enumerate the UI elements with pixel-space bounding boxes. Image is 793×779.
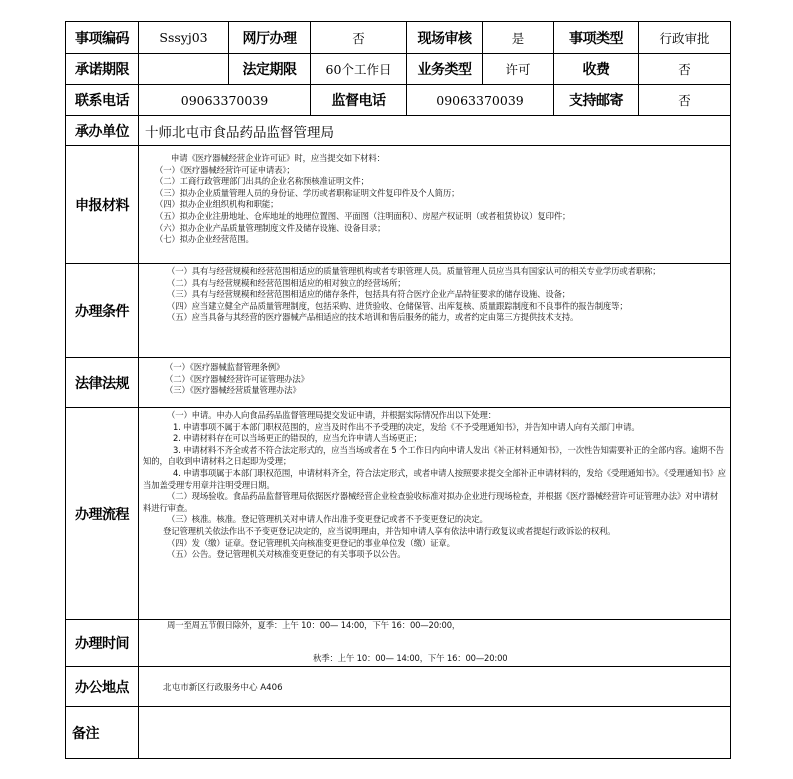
location-label: 办公地点 xyxy=(66,667,139,707)
laws-content xyxy=(139,358,731,408)
process-item: 4. 申请事项属于本部门职权范围，申请材料齐全，符合法定形式，或者申请人按照要求提交全部补正申请材料的，发给《受理通知书》。《受理通知书》应当加盖受理专用章并注明受理日期。 xyxy=(143,467,726,490)
row-item-code xyxy=(66,22,731,54)
remarks-label: 备注 xyxy=(66,707,139,759)
hours-summer: 周一至周五节假日除外，夏季：上午 10：00— 14:00，下午 16：00—20:00， xyxy=(167,620,461,630)
legal-label: 法定期限 xyxy=(229,54,311,85)
row-phone xyxy=(66,85,731,116)
row-laws xyxy=(66,358,731,408)
materials-label: 申报材料 xyxy=(66,146,139,264)
laws-label: 法律法规 xyxy=(66,358,139,408)
condition-item: （二）具有与经营规模和经营范围相适应的相对独立的经营场所； xyxy=(167,277,406,288)
process-item: 3. 申请材料不齐全或者不符合法定形式的，应当当场或者在 5 个工作日内向申请人发出《补正材料通知书》，一次性告知需要补正的全部内容。逾期不告知的，自收到申请材料之日起即为受理； xyxy=(143,444,724,467)
legal-value: 60个工作日 xyxy=(311,54,407,85)
process-item: （三）核准。核准。登记管理机关对申请人作出准予变更登记或者不予变更登记的决定。 xyxy=(167,514,488,525)
condition-item: （一）具有与经营规模和经营范围相适应的质量管理机构或者专职管理人员。质量管理人员应当具有国家认可的相关专业学历或者职称； xyxy=(167,266,661,276)
row-location xyxy=(66,667,731,707)
materials-line: （六）拟办企业产品质量管理制度文件及储存设施、设备目录； xyxy=(155,222,386,233)
item-type-value: 行政审批 xyxy=(639,22,731,54)
condition-item: （四）应当建立健全产品质量管理制度，包括采购、进货验收、仓储保管、出库复核、质量跟踪制度和不良事件的报告制度等； xyxy=(167,300,628,311)
item-type-label: 事项类型 xyxy=(554,22,639,54)
process-item: 1. 申请事项不属于本部门职权范围的，应当及时作出不予受理的决定，发给《不予受理通知书》，并告知申请人向有关部门申请。 xyxy=(173,421,640,432)
biz-type-label: 业务类型 xyxy=(407,54,483,85)
promise-label: 承诺期限 xyxy=(66,54,139,85)
materials-line: （四）拟办企业组织机构和职能； xyxy=(155,199,279,210)
onsite-value: 是 xyxy=(483,22,554,54)
item-code-label: 事项编码 xyxy=(66,22,139,54)
supervise-value: 09063370039 xyxy=(407,85,554,116)
process-content xyxy=(139,408,731,620)
process-item: 2. 申请材料存在可以当场更正的错误的，应当允许申请人当场更正； xyxy=(173,433,422,444)
item-code-value: Sssyj03 xyxy=(139,22,229,54)
online-label: 网厅办理 xyxy=(229,22,311,54)
process-label: 办理流程 xyxy=(66,408,139,620)
law-line: （二）《医疗器械经营许可证管理办法》 xyxy=(165,373,309,384)
materials-line: （三）拟办企业质量管理人员的身份证、学历或者职称证明文件复印件及个人简历； xyxy=(155,187,460,198)
item-info-table xyxy=(65,21,731,759)
conditions-label: 办理条件 xyxy=(66,264,139,358)
hours-autumn: 秋季：上午 10：00— 14:00，下午 16：00—20:00 xyxy=(313,652,508,663)
row-process xyxy=(66,408,731,620)
materials-line: （五）拟办企业注册地址、仓库地址的地理位置图、平面图（注明面积）、房屋产权证明（或者租赁协议）复印件； xyxy=(155,210,571,221)
materials-line: 申请《医疗器械经营企业许可证》时，应当提交如下材料： xyxy=(171,153,385,163)
materials-line: （二）工商行政管理部门出具的企业名称预核准证明文件； xyxy=(155,176,369,187)
biz-type-value: 许可 xyxy=(483,54,554,85)
row-dept xyxy=(66,116,731,146)
materials-line: （七）拟办企业经营范围。 xyxy=(155,234,254,245)
phone-label: 联系电话 xyxy=(66,85,139,116)
dept-value: 十师北屯市食品药品监督管理局 xyxy=(139,116,731,146)
phone-value: 09063370039 xyxy=(139,85,311,116)
row-remarks xyxy=(66,707,731,759)
process-item: （二）现场验收。食品药品监督管理局依据医疗器械经营企业检查验收标准对拟办企业进行现场检查，并根据《医疗器械经营许可证管理办法》对申请材料进行审查。 xyxy=(143,491,719,513)
process-item: （一）申请。申办人向食品药品监督管理局提交发证申请，并根据实际情况作出以下处理： xyxy=(167,410,496,420)
supervise-label: 监督电话 xyxy=(311,85,407,116)
materials-content xyxy=(139,146,731,264)
materials-line: （一）《医疗器械经营许可证申请表》； xyxy=(155,164,295,175)
mail-label: 支持邮寄 xyxy=(554,85,639,116)
location-value: 北屯市新区行政服务中心 A406 xyxy=(139,667,731,707)
law-line: （一）《医疗器械监督管理条例》 xyxy=(165,362,285,372)
hours-label: 办理时间 xyxy=(66,620,139,667)
remarks-value xyxy=(139,707,731,759)
fee-value: 否 xyxy=(639,54,731,85)
promise-value xyxy=(139,54,229,85)
onsite-label: 现场审核 xyxy=(407,22,483,54)
online-value: 否 xyxy=(311,22,407,54)
row-conditions xyxy=(66,264,731,358)
law-line: （三）《医疗器械经营质量管理办法》 xyxy=(165,385,301,396)
mail-value: 否 xyxy=(639,85,731,116)
process-item: （四）发（缴）证章。登记管理机关向核准变更登记的事业单位发（缴）证章。 xyxy=(167,537,455,548)
dept-label: 承办单位 xyxy=(66,116,139,146)
row-hours xyxy=(66,620,731,667)
conditions-content xyxy=(139,264,731,358)
condition-item: （三）具有与经营规模和经营范围相适应的储存条件，包括具有符合医疗企业产品特征要求的储存设施、设备； xyxy=(167,289,571,300)
hours-content xyxy=(139,620,731,667)
fee-label: 收费 xyxy=(554,54,639,85)
condition-item: （五）应当具备与其经营的医疗器械产品相适应的技术培训和售后服务的能力，或者约定由第三方提供技术支持。 xyxy=(167,312,579,323)
process-item: 登记管理机关依法作出不予变更登记决定的，应当说明理由，并告知申请人享有依法申请行政复议或者提起行政诉讼的权利。 xyxy=(163,525,616,536)
row-deadline xyxy=(66,54,731,85)
row-materials xyxy=(66,146,731,264)
process-item: （五）公告。登记管理机关对核准变更登记的有关事项予以公告。 xyxy=(167,549,406,560)
